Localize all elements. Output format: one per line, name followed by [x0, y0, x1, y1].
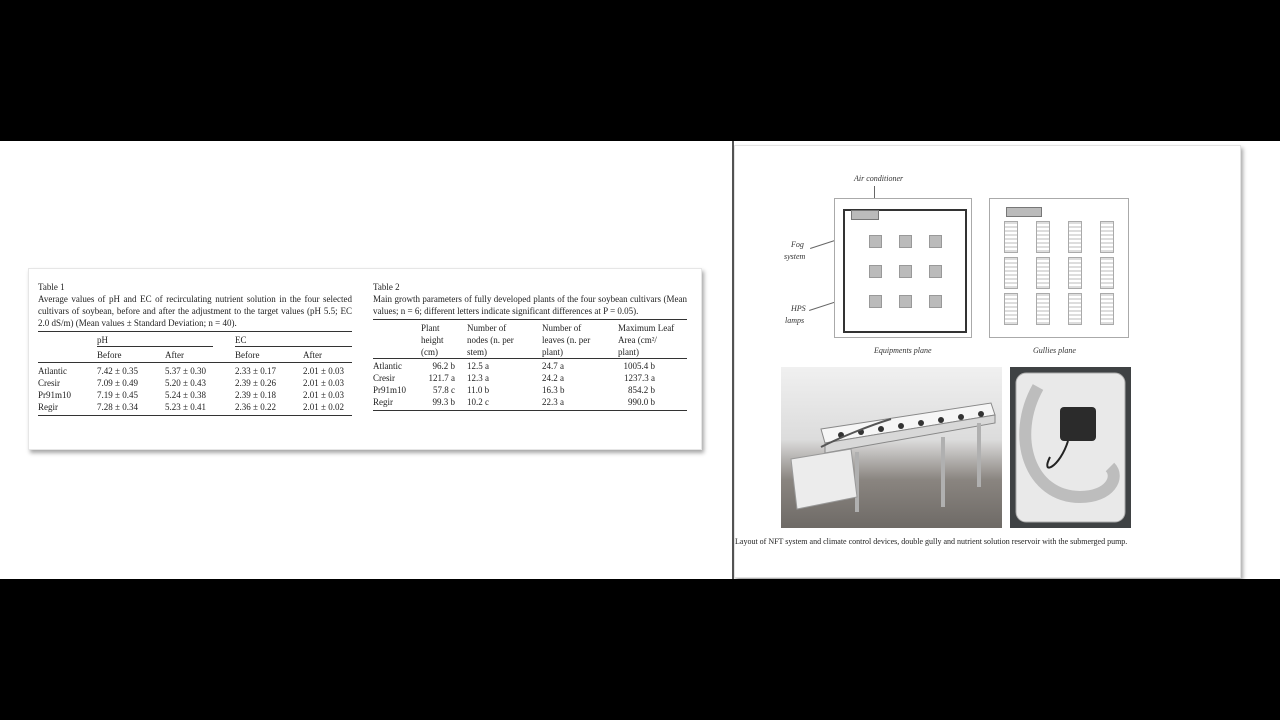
table-cell: 24.7 a — [542, 361, 564, 371]
table-cell: 121.7 a — [428, 373, 455, 383]
header-line: Number of — [542, 323, 582, 333]
table-1-sub-ec-before: Before — [235, 350, 260, 360]
table-row — [373, 372, 687, 384]
nft-system-illustration — [781, 367, 1002, 528]
row-label: Regir — [373, 397, 393, 407]
table-cell: 2.39 ± 0.26 — [235, 378, 276, 388]
table-cell: 2.01 ± 0.03 — [303, 390, 344, 400]
table-cell: 854.2 b — [628, 385, 655, 395]
table-row — [373, 384, 687, 396]
header-line: stem) — [467, 347, 487, 357]
gully-icon — [1036, 293, 1050, 325]
header-line: nodes (n. per — [467, 335, 514, 345]
table-cell: 2.36 ± 0.22 — [235, 402, 276, 412]
nft-system-photo — [781, 367, 1002, 528]
fog-system-label-line1: Fog — [791, 240, 804, 249]
header-line: plant) — [618, 347, 639, 357]
gully-icon — [1036, 221, 1050, 253]
figure-caption: Layout of NFT system and climate control devices, double gully and nutrient solution reservoir with the submerged pump. — [735, 537, 1128, 546]
hps-lamp-icon — [869, 235, 882, 248]
table-cell: 2.01 ± 0.03 — [303, 366, 344, 376]
table-1-title: Table 1 — [38, 282, 65, 292]
fog-system-label-line2: system — [784, 252, 806, 261]
table-2-header — [373, 320, 687, 358]
gully-icon — [1036, 257, 1050, 289]
table-cell: 10.2 c — [467, 397, 489, 407]
table-cell: 7.42 ± 0.35 — [97, 366, 138, 376]
hps-lamp-icon — [869, 295, 882, 308]
table-row — [38, 377, 352, 389]
table-1-sub-ph-after: After — [165, 350, 184, 360]
table-row — [373, 360, 687, 372]
table-1-group-ph: pH — [97, 335, 108, 345]
table-1-group-ec: EC — [235, 335, 247, 345]
table-2-header-leaf-area — [618, 322, 674, 358]
table-row — [38, 401, 352, 413]
gullies-plane-label: Gullies plane — [1033, 346, 1076, 355]
header-line: height — [421, 335, 444, 345]
header-line: (cm) — [421, 347, 438, 357]
table-row — [373, 396, 687, 408]
table-2-header-rule — [373, 358, 687, 359]
table-2-title: Table 2 — [373, 282, 400, 292]
table-2-header-leaves — [542, 322, 590, 358]
table-cell: 12.5 a — [467, 361, 489, 371]
table-1-subheader — [38, 346, 352, 362]
hps-lamp-icon — [929, 265, 942, 278]
hps-lamp-icon — [899, 265, 912, 278]
header-line: Plant — [421, 323, 440, 333]
hps-lamps-label-line1: HPS — [791, 304, 806, 313]
table-2-header-nodes — [467, 322, 514, 358]
figure-page — [734, 145, 1241, 578]
table-row — [38, 365, 352, 377]
gully-icon — [1068, 257, 1082, 289]
header-line: leaves (n. per — [542, 335, 591, 345]
gullies-plane-diagram — [989, 198, 1129, 338]
table-2 — [373, 281, 687, 411]
table-cell: 22.3 a — [542, 397, 564, 407]
table-cell: 57.8 c — [433, 385, 455, 395]
header-line: Area (cm²/ — [618, 335, 657, 345]
table-cell: 5.37 ± 0.30 — [165, 366, 206, 376]
table-cell: 5.24 ± 0.38 — [165, 390, 206, 400]
table-1-header-rule — [38, 362, 352, 363]
table-cell: 16.3 b — [542, 385, 565, 395]
table-cell: 24.2 a — [542, 373, 564, 383]
hps-lamp-icon — [899, 235, 912, 248]
equipments-plane-label: Equipments plane — [874, 346, 932, 355]
table-cell: 2.39 ± 0.18 — [235, 390, 276, 400]
table-cell: 2.33 ± 0.17 — [235, 366, 276, 376]
gully-icon — [1100, 293, 1114, 325]
table-cell: 96.2 b — [432, 361, 455, 371]
greenhouse-room-outline — [843, 209, 967, 333]
hps-lamps-label-line2: lamps — [785, 316, 805, 325]
table-2-bottom-rule — [373, 410, 687, 411]
gully-icon — [1100, 257, 1114, 289]
table-1-bottom-rule — [38, 415, 352, 416]
air-conditioner-icon — [1006, 207, 1042, 217]
table-cell: 1005.4 b — [623, 361, 655, 371]
row-label: Cresir — [373, 373, 395, 383]
table-cell: 5.23 ± 0.41 — [165, 402, 206, 412]
table-cell: 7.19 ± 0.45 — [97, 390, 138, 400]
hps-lamp-icon — [929, 295, 942, 308]
gully-icon — [1068, 221, 1082, 253]
row-label: Pr91m10 — [38, 390, 72, 400]
table-cell: 2.01 ± 0.03 — [303, 378, 344, 388]
header-line: Number of — [467, 323, 507, 333]
tables-panel — [28, 268, 702, 450]
table-cell: 2.01 ± 0.02 — [303, 402, 344, 412]
hps-lamp-icon — [869, 265, 882, 278]
table-cell: 5.20 ± 0.43 — [165, 378, 206, 388]
table-cell: 7.28 ± 0.34 — [97, 402, 138, 412]
table-cell: 11.0 b — [467, 385, 490, 395]
table-1-sub-ec-after: After — [303, 350, 322, 360]
row-label: Pr91m10 — [373, 385, 407, 395]
row-label: Atlantic — [373, 361, 402, 371]
table-2-header-height — [421, 322, 444, 358]
table-cell: 990.0 b — [628, 397, 655, 407]
air-conditioner-label: Air conditioner — [854, 174, 904, 183]
air-conditioner-icon — [851, 210, 879, 220]
row-label: Cresir — [38, 378, 60, 388]
table-cell: 99.3 b — [432, 397, 455, 407]
hps-lamp-icon — [899, 295, 912, 308]
header-line: plant) — [542, 347, 563, 357]
reservoir-pump-photo — [1010, 367, 1131, 528]
equipments-plane-diagram — [834, 198, 972, 338]
gully-icon — [1068, 293, 1082, 325]
header-line: Maximum Leaf — [618, 323, 675, 333]
hps-lamp-icon — [929, 235, 942, 248]
gully-icon — [1004, 257, 1018, 289]
row-label: Atlantic — [38, 366, 67, 376]
table-1 — [38, 281, 352, 416]
table-cell: 7.09 ± 0.49 — [97, 378, 138, 388]
table-1-group-header — [38, 332, 352, 346]
table-1-sub-ph-before: Before — [97, 350, 122, 360]
table-cell: 12.3 a — [467, 373, 489, 383]
reservoir-illustration — [1010, 367, 1131, 528]
gully-icon — [1100, 221, 1114, 253]
gully-icon — [1004, 221, 1018, 253]
table-row — [38, 389, 352, 401]
table-2-caption: Main growth parameters of fully developed plants of the four soybean cultivars (Mean values; n = 6; different letters indicate significant differences at P = 0.05). — [373, 294, 687, 316]
gully-icon — [1004, 293, 1018, 325]
table-1-caption: Average values of pH and EC of recirculating nutrient solution in the four selected cultivars of soybean, before and after the adjustment to the target values (pH 5.5; EC 2.0 dS/m) (Mean values ± Standard Deviation; n = 40). — [38, 294, 352, 328]
row-label: Regir — [38, 402, 58, 412]
table-cell: 1237.3 a — [624, 373, 655, 383]
